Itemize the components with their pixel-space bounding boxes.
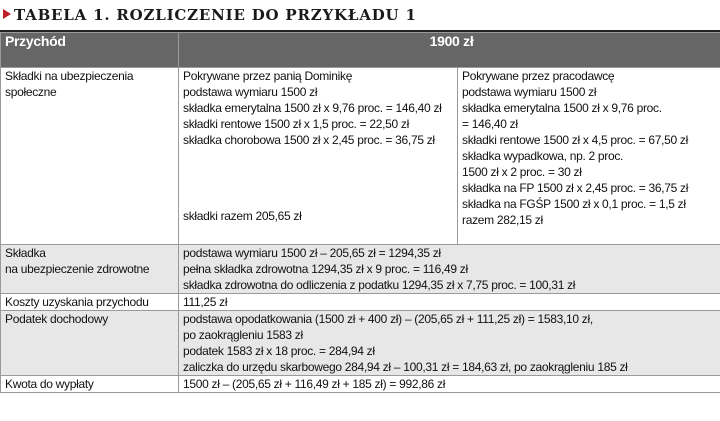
employer-line: składki rentowe 1500 zł x 4,5 proc. = 67,50 zł [462, 133, 689, 147]
table-row-costs [1, 294, 720, 311]
table-title: TABELA 1. ROZLICZENIE DO PRZYKŁADU 1 [14, 6, 417, 24]
header-income-amount: 1900 zł [179, 33, 720, 68]
health-line: podstawa wymiaru 1500 zł – 205,65 zł = 1294,35 zł [183, 246, 441, 260]
employer-line: składka wypadkowa, np. 2 proc. [462, 149, 624, 163]
tax-line: po zaokrągleniu 1583 zł [183, 328, 303, 342]
health-label-cell [1, 245, 179, 294]
health-line: pełna składka zdrowotna 1294,35 zł x 9 proc. = 116,49 zł [183, 262, 468, 276]
employer-contributions-cell [458, 68, 720, 245]
tax-label: Podatek dochodowy [1, 311, 179, 376]
table-row-income-tax [1, 311, 720, 376]
employee-line: składki rentowe 1500 zł x 1,5 proc. = 22,50 zł [183, 117, 410, 131]
employer-line: składka na FGŚP 1500 zł x 0,1 proc. = 1,5 zł [462, 197, 686, 211]
payout-label: Kwota do wypłaty [1, 376, 179, 393]
payout-value: 1500 zł – (205,65 zł + 116,49 zł + 185 zł) = 992,86 zł [179, 376, 720, 393]
employer-line: podstawa wymiaru 1500 zł [462, 85, 597, 99]
employer-line: Pokrywane przez pracodawcę [462, 69, 615, 83]
social-label-line-2: społeczne [5, 85, 57, 99]
employee-line: składka emerytalna 1500 zł x 9,76 proc. = 146,40 zł [183, 101, 442, 115]
arrow-right-icon [3, 9, 11, 19]
social-label-line-1: Składki na ubezpieczenia [5, 69, 134, 83]
tax-line: podatek 1583 zł x 18 proc. = 284,94 zł [183, 344, 375, 358]
employee-contributions-cell [179, 68, 458, 245]
settlement-table [0, 32, 720, 393]
employee-spacer [183, 148, 457, 208]
header-income-label: Przychód [1, 33, 179, 68]
table-title-bar [0, 0, 720, 30]
employee-line: Pokrywane przez panią Dominikę [183, 69, 353, 83]
tax-line: zaliczka do urzędu skarbowego 284,94 zł – 100,31 zł = 184,63 zł, po zaokrągleniu 185 zł [183, 360, 628, 374]
table-row-social-contributions [1, 68, 720, 245]
employee-line: składka chorobowa 1500 zł x 2,45 proc. = 36,75 zł [183, 133, 435, 147]
table-row-health-contribution [1, 245, 720, 294]
employer-line: składka na FP 1500 zł x 2,45 proc. = 36,75 zł [462, 181, 689, 195]
costs-label: Koszty uzyskania przychodu [1, 294, 179, 311]
health-value-cell [179, 245, 720, 294]
employer-line: składka emerytalna 1500 zł x 9,76 proc. [462, 101, 662, 115]
employer-line: 1500 zł x 2 proc. = 30 zł [462, 165, 582, 179]
health-label-line-1: Składka [5, 246, 46, 260]
social-label-cell [1, 68, 179, 245]
table-row-payout [1, 376, 720, 393]
costs-value: 111,25 zł [179, 294, 720, 311]
employee-total: składki razem 205,65 zł [183, 209, 302, 223]
employer-total: razem 282,15 zł [462, 213, 543, 227]
table-header-row [1, 33, 720, 68]
employee-line: podstawa wymiaru 1500 zł [183, 85, 318, 99]
health-label-line-2: na ubezpieczenie zdrowotne [5, 262, 150, 276]
health-line: składka zdrowotna do odliczenia z podatku 1294,35 zł x 7,75 proc. = 100,31 zł [183, 278, 576, 292]
employer-line: = 146,40 zł [462, 117, 518, 131]
tax-value-cell [179, 311, 720, 376]
tax-line: podstawa opodatkowania (1500 zł + 400 zł) – (205,65 zł + 111,25 zł) = 1583,10 zł, [183, 312, 593, 326]
